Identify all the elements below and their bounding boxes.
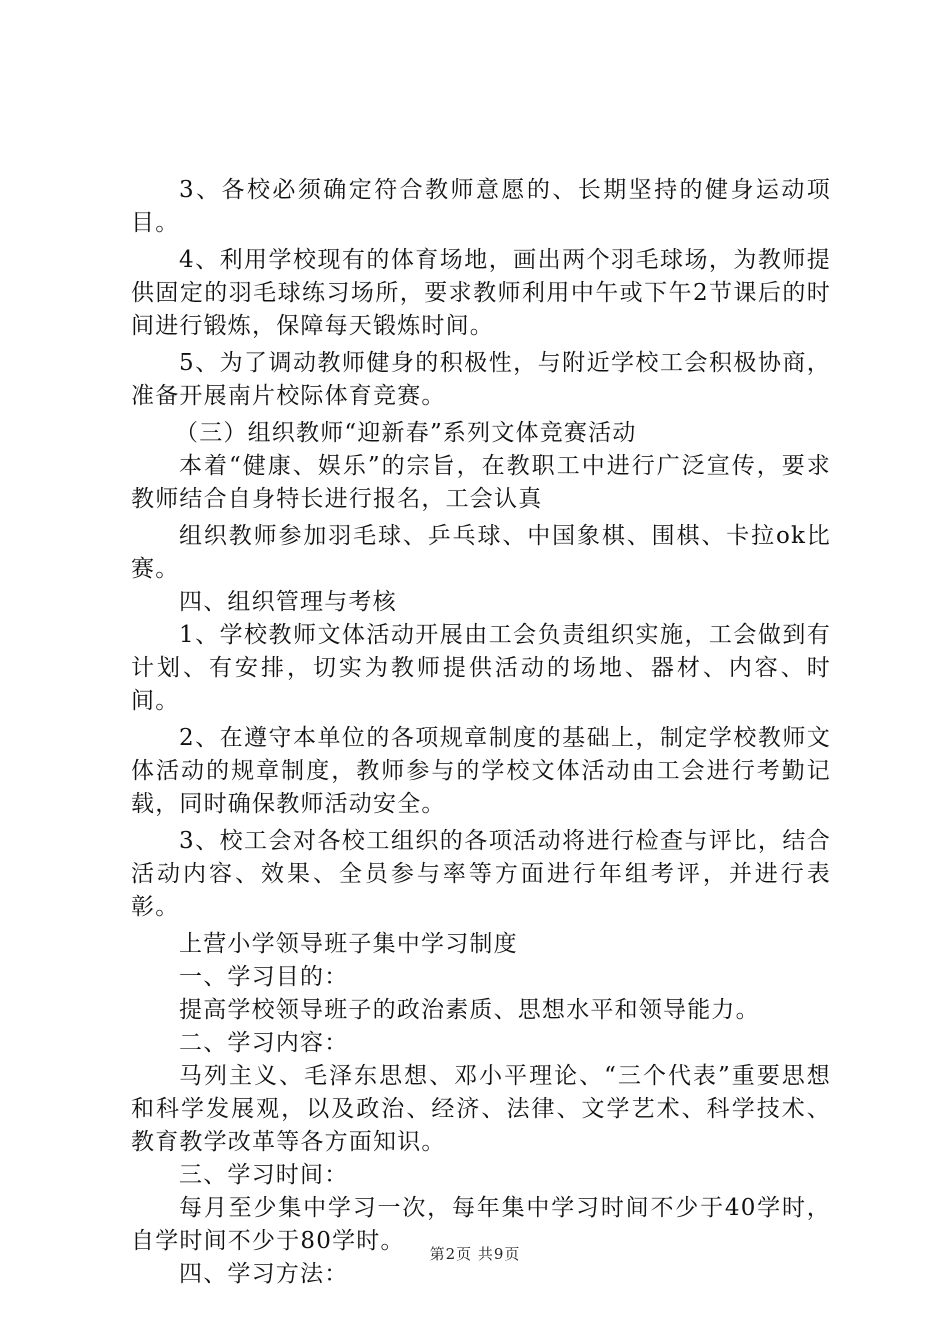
- section-heading: 二、学习内容：: [179, 1030, 349, 1056]
- paragraph: 5、为了调动教师健身的积极性，与附近学校工会积极协商，准备开展南片校际体育竞赛。: [131, 350, 831, 409]
- paragraph: 本着“健康、娱乐”的宗旨，在教职工中进行广泛宣传，要求教师结合自身特长进行报名，工会认真: [131, 453, 831, 512]
- section-heading: 三、学习时间：: [179, 1162, 349, 1188]
- paragraph: 2、在遵守本单位的各项规章制度的基础上，制定学校教师文体活动的规章制度，教师参与的学校文体活动由工会进行考勤记载，同时确保教师活动安全。: [131, 725, 831, 817]
- section-heading: （三）组织教师“迎新春”系列文体竞赛活动: [175, 420, 637, 446]
- paragraph: 组织教师参加羽毛球、乒乓球、中国象棋、围棋、卡拉ok比赛。: [131, 523, 831, 582]
- paragraph: 提高学校领导班子的政治素质、思想水平和领导能力。: [179, 997, 760, 1023]
- section-heading: 四、组织管理与考核: [179, 589, 397, 615]
- paragraph: 3、各校必须确定符合教师意愿的、长期坚持的健身运动项目。: [131, 177, 831, 236]
- paragraph: 马列主义、毛泽东思想、邓小平理论、“三个代表”重要思想和科学发展观，以及政治、经济、法律、文学艺术、科学技术、教育教学改革等各方面知识。: [131, 1063, 831, 1155]
- section-heading: 四、学习方法：: [179, 1261, 349, 1287]
- paragraph: 3、校工会对各校工组织的各项活动将进行检查与评比，结合活动内容、效果、全员参与率等方面进行年组考评，并进行表彰。: [131, 828, 831, 920]
- paragraph: 每月至少集中学习一次，每年集中学习时间不少于40学时，自学时间不少于80学时。: [131, 1195, 831, 1254]
- paragraph: 1、学校教师文体活动开展由工会负责组织实施，工会做到有计划、有安排，切实为教师提供活动的场地、器材、内容、时间。: [131, 622, 831, 714]
- paragraph: 4、利用学校现有的体育场地，画出两个羽毛球场，为教师提供固定的羽毛球练习场所，要求教师利用中午或下午2节课后的时间进行锻炼，保障每天锻炼时间。: [131, 247, 831, 339]
- document-body: [131, 174, 831, 1291]
- page-number-footer: 第2页 共9页: [429, 1245, 521, 1263]
- document-subtitle: 上营小学领导班子集中学习制度: [179, 931, 518, 957]
- section-heading: 一、学习目的：: [179, 964, 349, 990]
